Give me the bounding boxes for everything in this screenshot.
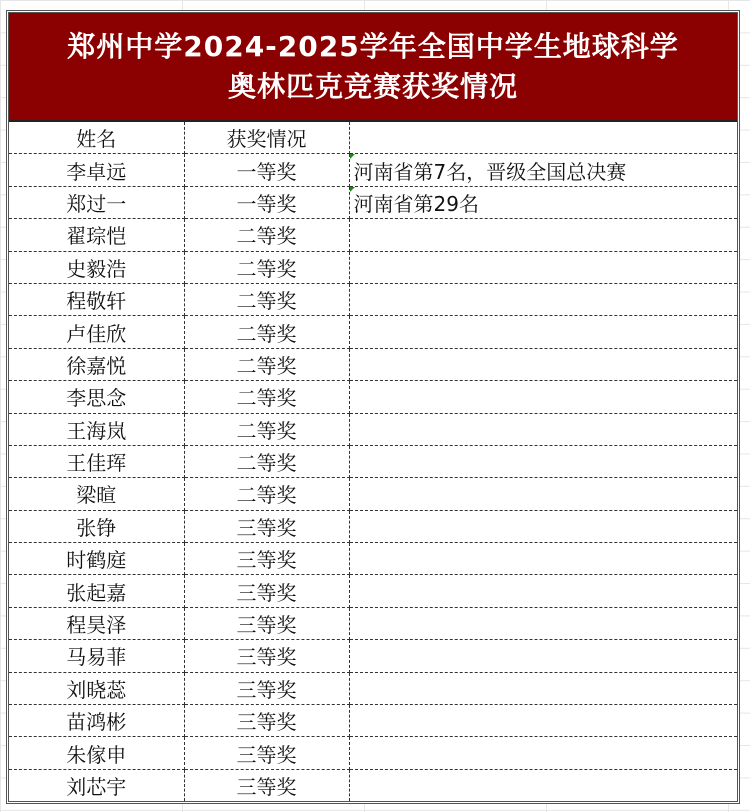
cell-note[interactable] <box>349 316 737 348</box>
note-text: 河南省第7名，晋级全国总决赛 <box>353 159 627 184</box>
table-row <box>9 186 737 218</box>
cell-name[interactable] <box>9 769 184 801</box>
name-text: 张起嘉 <box>66 580 127 605</box>
cell-award[interactable] <box>184 543 349 575</box>
cell-name[interactable] <box>9 316 184 348</box>
cell-name[interactable] <box>9 219 184 251</box>
cell-note[interactable] <box>349 737 737 769</box>
award-text: 二等奖 <box>236 353 297 378</box>
award-text: 三等奖 <box>236 677 297 702</box>
cell-name[interactable] <box>9 737 184 769</box>
cell-name[interactable] <box>9 478 184 510</box>
title-line-1: 郑州中学2024-2025学年全国中学生地球科学 <box>67 29 679 63</box>
table-row <box>9 219 737 251</box>
award-text: 二等奖 <box>236 321 297 346</box>
cell-note[interactable] <box>349 413 737 445</box>
table-row <box>9 510 737 542</box>
table-row <box>9 283 737 315</box>
header-row <box>9 122 737 154</box>
cell-award[interactable] <box>184 478 349 510</box>
table-row <box>9 348 737 380</box>
table-row <box>9 381 737 413</box>
award-text: 三等奖 <box>236 775 297 799</box>
cell-note[interactable] <box>349 575 737 607</box>
name-text: 刘晓蕊 <box>66 677 127 702</box>
table-row <box>9 607 737 639</box>
table-row <box>9 251 737 283</box>
cell-note[interactable] <box>349 154 737 186</box>
cell-award[interactable] <box>184 186 349 218</box>
cell-award[interactable] <box>184 154 349 186</box>
name-text: 时鹤庭 <box>66 548 127 573</box>
cell-name[interactable] <box>9 575 184 607</box>
comment-indicator-icon <box>350 187 355 192</box>
header-name[interactable]: 姓名 <box>9 122 184 154</box>
table-row <box>9 154 737 186</box>
name-text: 李思念 <box>66 386 127 411</box>
cell-name[interactable] <box>9 251 184 283</box>
name-text: 朱傢申 <box>66 742 127 767</box>
cell-name[interactable] <box>9 283 184 315</box>
cell-note[interactable] <box>349 186 737 218</box>
table-row <box>9 769 737 801</box>
cell-award[interactable] <box>184 445 349 477</box>
name-text: 王海岚 <box>66 418 127 443</box>
comment-indicator-icon <box>350 154 355 159</box>
name-text: 苗鸿彬 <box>66 710 127 735</box>
cell-name[interactable] <box>9 413 184 445</box>
cell-award[interactable] <box>184 672 349 704</box>
award-text: 二等奖 <box>236 418 297 443</box>
note-text: 河南省第29名 <box>353 191 479 216</box>
cell-note[interactable] <box>349 219 737 251</box>
cell-award[interactable] <box>184 219 349 251</box>
name-text: 刘芯宇 <box>66 775 127 799</box>
cell-note[interactable] <box>349 478 737 510</box>
header-note[interactable] <box>349 122 737 154</box>
cell-name[interactable] <box>9 186 184 218</box>
award-text: 三等奖 <box>236 548 297 573</box>
name-text: 梁暄 <box>76 483 117 508</box>
cell-award[interactable] <box>184 705 349 737</box>
cell-note[interactable] <box>349 381 737 413</box>
table-row <box>9 737 737 769</box>
cell-award[interactable] <box>184 769 349 801</box>
table-row <box>9 316 737 348</box>
cell-note[interactable] <box>349 769 737 801</box>
award-table <box>9 122 737 801</box>
cell-award[interactable] <box>184 413 349 445</box>
name-text: 郑过一 <box>66 191 127 216</box>
cell-note[interactable] <box>349 348 737 380</box>
table-row <box>9 640 737 672</box>
table-row <box>9 705 737 737</box>
award-sheet <box>6 10 740 804</box>
name-text: 徐嘉悦 <box>66 353 127 378</box>
cell-award[interactable] <box>184 316 349 348</box>
award-text: 二等奖 <box>236 386 297 411</box>
table-row <box>9 672 737 704</box>
award-text: 三等奖 <box>236 515 297 540</box>
name-text: 马易菲 <box>66 645 127 670</box>
award-text: 一等奖 <box>236 159 297 184</box>
cell-award[interactable] <box>184 575 349 607</box>
cell-name[interactable] <box>9 348 184 380</box>
award-text: 一等奖 <box>236 191 297 216</box>
cell-name[interactable] <box>9 510 184 542</box>
name-text: 卢佳欣 <box>66 321 127 346</box>
table-row <box>9 478 737 510</box>
cell-name[interactable] <box>9 640 184 672</box>
header-award[interactable]: 获奖情况 <box>184 122 349 154</box>
cell-note[interactable] <box>349 543 737 575</box>
award-text: 三等奖 <box>236 742 297 767</box>
cell-name[interactable] <box>9 543 184 575</box>
cell-name[interactable] <box>9 705 184 737</box>
cell-award[interactable] <box>184 607 349 639</box>
table-row <box>9 413 737 445</box>
cell-note[interactable] <box>349 510 737 542</box>
cell-name[interactable] <box>9 381 184 413</box>
cell-note[interactable] <box>349 705 737 737</box>
cell-name[interactable] <box>9 607 184 639</box>
title-banner[interactable] <box>9 13 737 122</box>
name-text: 张铮 <box>76 515 117 540</box>
name-text: 翟琮恺 <box>66 224 127 249</box>
cell-name[interactable] <box>9 445 184 477</box>
cell-award[interactable] <box>184 348 349 380</box>
cell-award[interactable] <box>184 737 349 769</box>
name-text: 程昊泽 <box>66 613 127 638</box>
name-text: 史毅浩 <box>66 256 127 281</box>
title-line-2: 奥林匹克竞赛获奖情况 <box>227 69 518 103</box>
award-text: 二等奖 <box>236 224 297 249</box>
name-text: 程敬轩 <box>66 289 127 314</box>
name-text: 李卓远 <box>66 159 127 184</box>
table-row <box>9 445 737 477</box>
cell-note[interactable] <box>349 640 737 672</box>
cell-award[interactable] <box>184 510 349 542</box>
cell-note[interactable] <box>349 607 737 639</box>
cell-award[interactable] <box>184 640 349 672</box>
cell-note[interactable] <box>349 672 737 704</box>
cell-award[interactable] <box>184 251 349 283</box>
award-text: 二等奖 <box>236 256 297 281</box>
award-text: 二等奖 <box>236 451 297 476</box>
award-text: 三等奖 <box>236 645 297 670</box>
cell-name[interactable] <box>9 154 184 186</box>
award-text: 二等奖 <box>236 289 297 314</box>
cell-award[interactable] <box>184 283 349 315</box>
cell-note[interactable] <box>349 251 737 283</box>
cell-note[interactable] <box>349 283 737 315</box>
award-text: 二等奖 <box>236 483 297 508</box>
name-text: 王佳珲 <box>66 451 127 476</box>
cell-note[interactable] <box>349 445 737 477</box>
award-text: 三等奖 <box>236 580 297 605</box>
cell-award[interactable] <box>184 381 349 413</box>
cell-name[interactable] <box>9 672 184 704</box>
award-text: 三等奖 <box>236 613 297 638</box>
award-text: 三等奖 <box>236 710 297 735</box>
table-row <box>9 543 737 575</box>
table-row <box>9 575 737 607</box>
